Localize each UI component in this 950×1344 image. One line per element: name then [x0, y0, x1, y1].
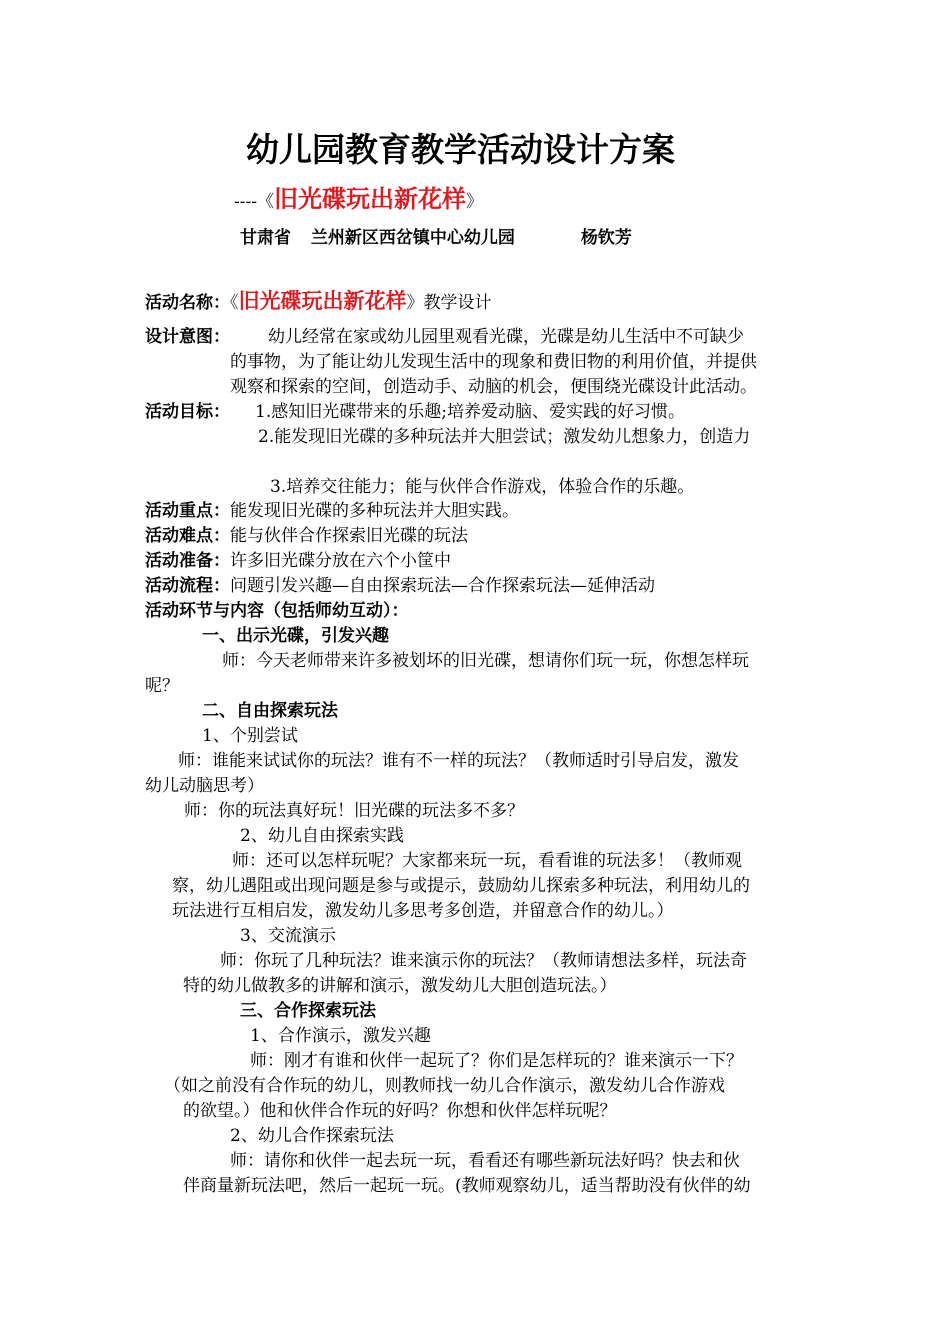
activity-name-line	[145, 287, 492, 317]
preparation-line	[145, 549, 451, 573]
author-school: 兰州新区西岔镇中心幼儿园	[310, 228, 515, 248]
process-label: 活动流程：	[145, 576, 230, 596]
key-points-text: 能发现旧光碟的多种玩法并大胆实践。	[230, 501, 519, 521]
paragraph-line: 师：你玩了几种玩法？谁来演示你的玩法？（教师请想法多样，玩法奇	[220, 951, 747, 971]
process-text: 问题引发兴趣—自由探索玩法—合作探索玩法—延伸活动	[230, 576, 655, 596]
goal-item: 1.感知旧光碟带来的乐趣;培养爱动脑、爱实践的好习惯。	[255, 402, 685, 422]
intent-label: 设计意图：	[145, 327, 230, 347]
intent-line: 幼儿经常在家或幼儿园里观看光碟，光碟是幼儿生活中不可缺少	[268, 327, 744, 347]
paragraph-line: （如之前没有合作玩的幼儿，则教师找一幼儿合作演示，激发幼儿合作游戏	[164, 1076, 725, 1096]
subsection-heading: 1、合作演示，激发兴趣	[250, 1026, 431, 1046]
difficulty-label: 活动难点：	[145, 526, 230, 546]
activity-name-rest: 》教学设计	[406, 293, 492, 313]
author-line	[240, 226, 632, 250]
subtitle	[234, 183, 483, 218]
paragraph-line: 呢？	[145, 676, 179, 696]
goal-item: 3.培养交往能力；能与伙伴合作游戏，体验合作的乐趣。	[270, 477, 695, 497]
paragraph-line: 师：刚才有谁和伙伴一起玩了？你们是怎样玩的？谁来演示一下？	[250, 1051, 743, 1071]
subtitle-activity-name: 旧光碟玩出新花样	[273, 185, 466, 213]
subsection-heading: 2、幼儿自由探索实践	[240, 826, 404, 846]
difficulty-text: 能与伙伴合作探索旧光碟的玩法	[230, 526, 468, 546]
subsection-heading: 3、交流演示	[240, 926, 336, 946]
process-line	[145, 574, 655, 598]
paragraph-line: 特的幼儿做教多的讲解和演示，激发幼儿大胆创造玩法。）	[183, 976, 617, 996]
subtitle-suffix: 》	[465, 192, 483, 212]
paragraph-line: 师：今天老师带来许多被划坏的旧光碟，想请你们玩一玩，你想怎样玩	[222, 651, 749, 671]
preparation-label: 活动准备：	[145, 551, 230, 571]
goals-label: 活动目标：	[145, 402, 230, 422]
paragraph-line: 幼儿动脑思考）	[145, 776, 264, 796]
document-title: 幼儿园教育教学活动设计方案	[246, 130, 675, 169]
author-name: 杨钦芳	[580, 228, 632, 248]
goal-item: 2.能发现旧光碟的多种玩法并大胆尝试；激发幼儿想象力，创造力	[258, 427, 751, 447]
activity-name-label: 活动名称：	[145, 293, 230, 313]
paragraph-line: 师：还可以怎样玩呢？大家都来玩一玩，看看谁的玩法多！（教师观	[232, 851, 742, 871]
section-heading: 二、自由探索玩法	[202, 701, 338, 721]
paragraph-line: 察，幼儿遇阻或出现问题是参与或提示，鼓励幼儿探索多种玩法，利用幼儿的	[172, 876, 750, 896]
paragraph-line: 伴商量新玩法吧，然后一起玩一玩。(教师观察幼儿，适当帮助没有伙伴的幼	[183, 1176, 751, 1196]
activity-name-open: 《	[230, 293, 239, 313]
paragraph-line: 师：谁能来试试你的玩法？谁有不一样的玩法？（教师适时引导启发，激发	[178, 751, 739, 771]
author-province: 甘肃省	[240, 228, 291, 248]
key-points-line	[145, 499, 519, 523]
difficulty-line	[145, 524, 468, 548]
paragraph-line: 师：请你和伙伴一起去玩一玩，看看还有哪些新玩法好吗？快去和伙	[230, 1151, 740, 1171]
key-points-label: 活动重点：	[145, 501, 230, 521]
section-heading: 三、合作探索玩法	[240, 1001, 376, 1021]
intent-line: 观察和探索的空间，创造动手、动脑的机会，便围绕光碟设计此活动。	[230, 377, 757, 397]
intent-line: 的事物，为了能让幼儿发现生活中的现象和费旧物的利用价值，并提供	[230, 352, 757, 372]
section-heading: 一、出示光碟，引发兴趣	[202, 626, 389, 646]
subtitle-prefix: ----《	[234, 192, 274, 212]
subsection-heading: 1、个别尝试	[202, 726, 298, 746]
subsection-heading: 2、幼儿合作探索玩法	[230, 1126, 394, 1146]
preparation-text: 许多旧光碟分放在六个小筐中	[230, 551, 451, 571]
sections-heading: 活动环节与内容（包括师幼互动）：	[145, 601, 409, 621]
activity-name-title: 旧光碟玩出新花样	[238, 289, 407, 313]
paragraph-line: 玩法进行互相启发，激发幼儿多思考多创造，并留意合作的幼儿。）	[172, 901, 674, 921]
paragraph-line: 师：你的玩法真好玩！旧光碟的玩法多不多？	[184, 801, 524, 821]
paragraph-line: 的欲望。）他和伙伴合作玩的好吗？你想和伙伴怎样玩呢？	[183, 1101, 617, 1121]
